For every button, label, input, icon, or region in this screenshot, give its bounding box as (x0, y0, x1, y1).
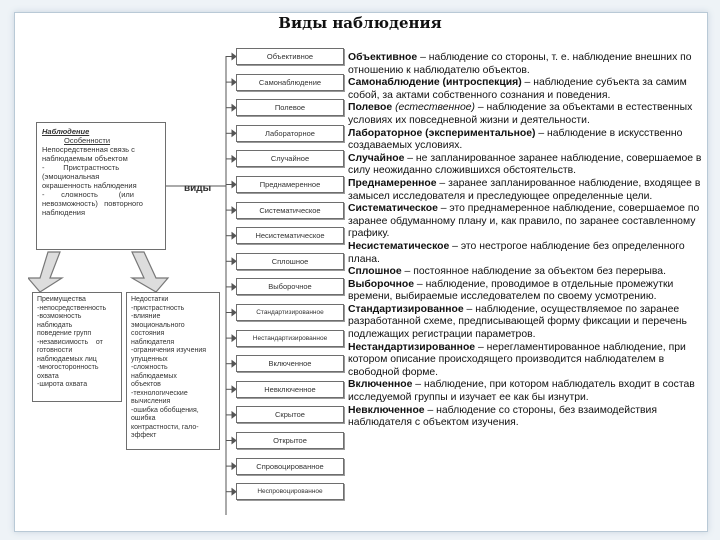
features-heading: Особенности (64, 136, 111, 145)
definition-entry (348, 203, 703, 241)
definition-text: – наблюдение, осуществляемое по заранее разработанной схеме, предписывающей форму фиксации и перечень подлежащих регистрации параметров. (348, 303, 687, 341)
definition-term: Сплошное (348, 266, 402, 278)
definition-text: – это нестрогое наблюдение без определенного плана. (348, 240, 685, 265)
observation-type-box: Несистематическое (236, 227, 344, 244)
definition-term: Включенное (348, 379, 413, 391)
classification-diagram (28, 40, 343, 525)
observation-feature-line: - Пристрастность (42, 163, 120, 172)
slide-title: Виды наблюдения (278, 14, 442, 32)
observation-heading: Наблюдение (42, 127, 90, 136)
observation-feature-line: наблюдения (42, 208, 86, 217)
definition-text: – наблюдение, проводимое в отдельные промежутки времени, выбираемые исследователем по своему усмотрению. (348, 278, 674, 303)
definition-entry (348, 266, 703, 279)
observation-type-box: Лабораторное (236, 125, 344, 142)
definition-text: – это преднамеренное наблюдение, совершаемое по заранее обдуманному плану и, как правило, по заранее составленному графику. (348, 203, 700, 240)
observation-type-box: Сплошное (236, 253, 344, 270)
observation-type-box: Включенное (236, 355, 344, 372)
observation-type-box: Невключенное (236, 381, 344, 398)
definition-text: – не запланированное заранее наблюдение, совершаемое в силу неожиданно сложившихся обстоятельств. (348, 152, 702, 177)
definition-entry (348, 153, 703, 178)
definition-text: – нерегламентированное наблюдение, при котором описание происходящего производится наблюдателем в свободной форме. (348, 341, 686, 378)
definition-term: Полевое (348, 102, 393, 114)
definition-term: Систематическое (348, 203, 438, 215)
definition-text: – наблюдение за объектами в естественных условиях их повседневной жизни и деятельности. (348, 102, 693, 126)
definition-text: – наблюдение в искусственно создаваемых условиях. (348, 127, 683, 152)
definition-text: – наблюдение, при котором наблюдатель входит в состав исследуемой группы и изучает ее как бы изнутри. (348, 379, 695, 404)
definitions-text (348, 52, 703, 430)
definition-text: – наблюдение субъекта за самим собой, за актами собственного сознания и поведения. (348, 77, 687, 101)
definition-entry (348, 178, 703, 203)
definition-entry (348, 102, 703, 127)
observation-type-box: Случайное (236, 150, 344, 167)
definition-entry (348, 405, 703, 430)
definition-text: – наблюдение со стороны, т. е. наблюдение внешних по отношению к наблюдателю объектов. (348, 52, 692, 76)
disadvantages-box: Недостатки -пристрастность -влияние эмоционального состояния наблюдателя -ограничения изучения упущенных -сложность наблюдаемых объектов -технологические вычисления -ошибка обобщения, ошибка контрастности, гало- эффект (126, 292, 220, 450)
definition-entry (348, 52, 703, 77)
observation-feature-line: - сложность (или (42, 190, 134, 199)
definition-entry (348, 379, 703, 404)
definition-term: Стандартизированное (348, 303, 464, 315)
definition-entry (348, 279, 703, 304)
observation-type-box: Систематическое (236, 202, 344, 219)
advantages-box: Преимущества -непосредственность -возможность наблюдать поведение групп -независимость от готовности наблюдаемых лиц -многосторонность охвата -широта охвата (32, 292, 122, 402)
observation-feature-line: наблюдаемым объектом (42, 154, 128, 163)
definition-term: Объективное (348, 52, 418, 63)
observation-type-box: Нестандартизированное (236, 330, 344, 347)
definition-term: Случайное (348, 152, 405, 164)
observation-type-box: Выборочное (236, 278, 344, 295)
observation-type-box: Самонаблюдение (236, 74, 344, 91)
definition-synonym: (естественное) (392, 102, 475, 114)
definition-term: Преднамеренное (348, 177, 437, 189)
types-label: виды (184, 183, 212, 194)
definition-term: Выборочное (348, 278, 415, 290)
definition-text: – заранее запланированное наблюдение, входящее в замысел исследователя и преследующее определенные цели. (348, 177, 701, 202)
observation-type-box: Объективное (236, 48, 344, 65)
definition-entry (348, 77, 703, 102)
definition-term: Нестандартизированное (348, 341, 476, 353)
definition-entry (348, 241, 703, 266)
definition-term: Невключенное (348, 404, 425, 416)
definition-term: Несистематическое (348, 240, 450, 252)
observation-type-box: Скрытое (236, 406, 344, 423)
definition-entry (348, 128, 703, 153)
observation-type-box: Открытое (236, 432, 344, 449)
observation-feature-line: невозможность) повторного (42, 199, 143, 208)
observation-type-box: Полевое (236, 99, 344, 116)
observation-type-box: Неспровоцированное (236, 483, 344, 500)
definition-entry (348, 342, 703, 380)
definition-text: – постоянное наблюдение за объектом без перерыва. (401, 266, 666, 278)
observation-type-box: Спровоцированное (236, 458, 344, 475)
observation-feature-line: окрашенность наблюдения (42, 181, 137, 190)
definition-term: Самонаблюдение (интроспекция) (348, 77, 522, 89)
observation-box (36, 122, 166, 250)
definition-term: Лабораторное (экспериментальное) (348, 127, 536, 139)
definition-text: – наблюдение со стороны, без взаимодействия наблюдателя с объектом изучения. (348, 404, 657, 429)
observation-feature-line: Непосредственная связь с (42, 145, 135, 154)
observation-feature-line: (эмоциональная (42, 172, 100, 181)
definition-entry (348, 304, 703, 342)
observation-type-box: Преднамеренное (236, 176, 344, 193)
observation-type-box: Стандартизированное (236, 304, 344, 321)
